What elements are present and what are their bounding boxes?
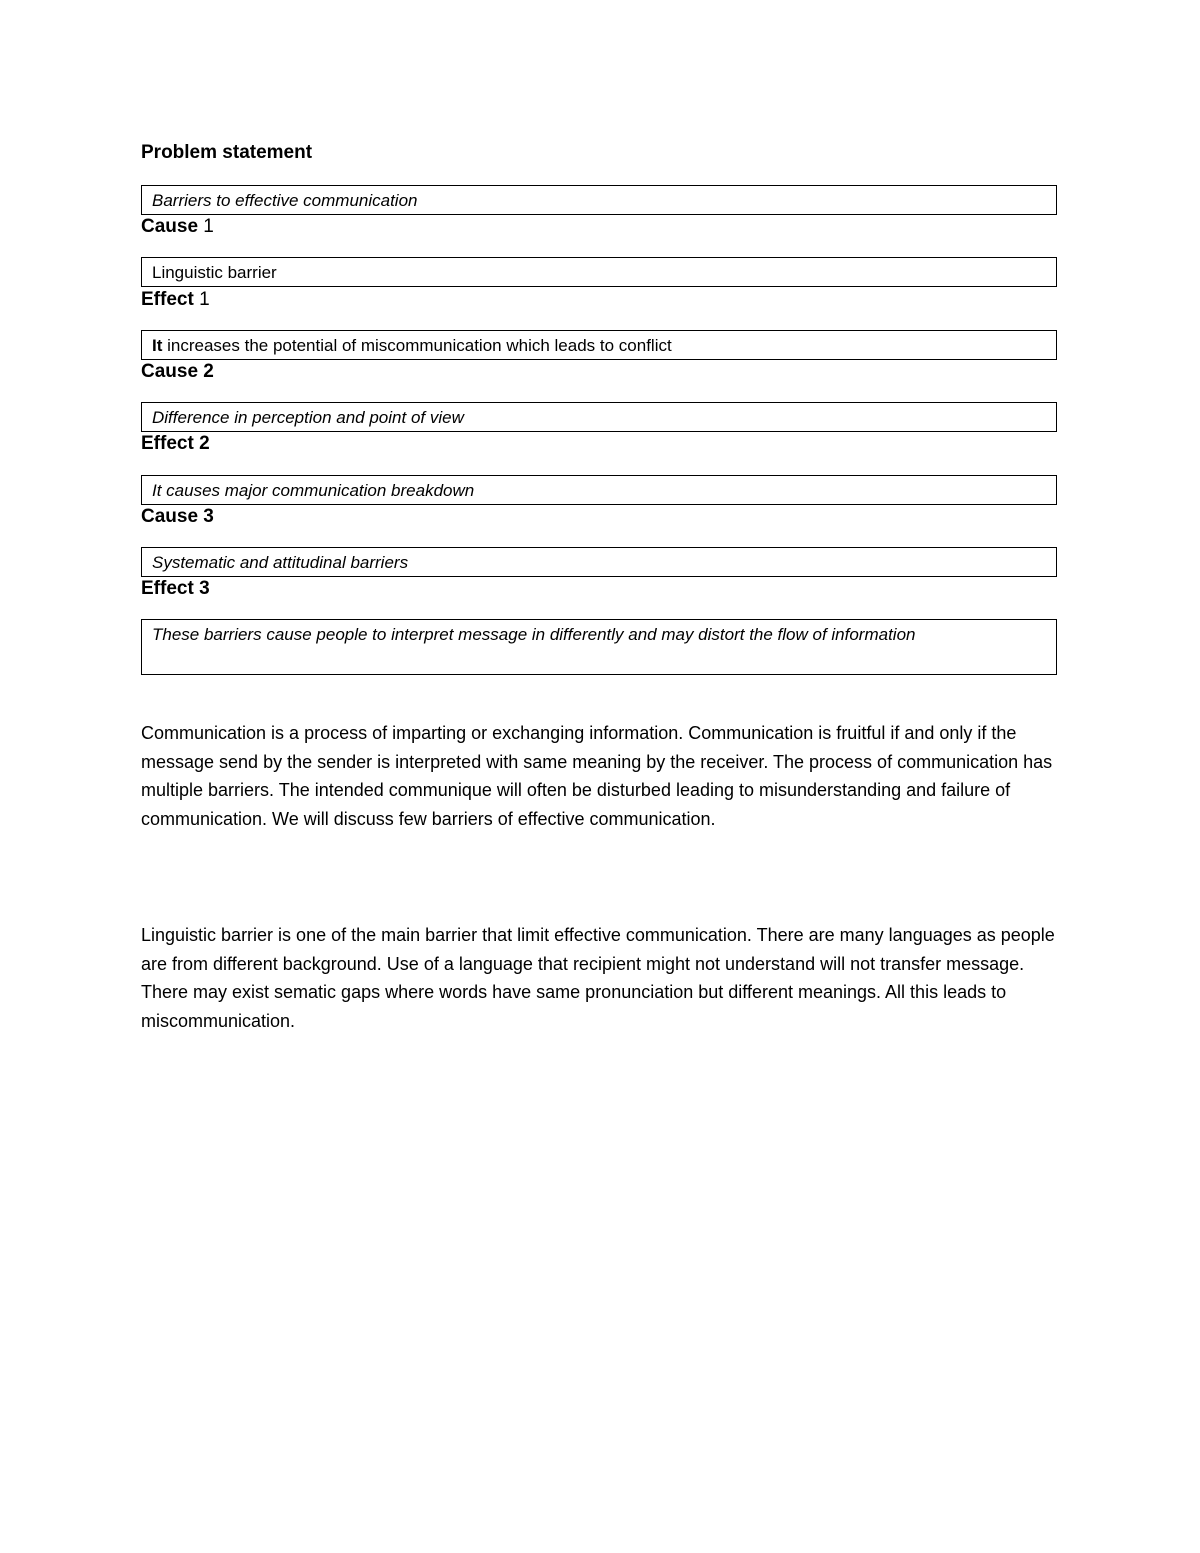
cause-1-number: 1: [198, 216, 214, 237]
cause-1-text: Linguistic barrier: [152, 263, 277, 282]
cause-1-label: [141, 215, 214, 239]
effect-3-text: These barriers cause people to interpret message in differently and may distort the flow of information: [152, 625, 916, 644]
cause-3-label: Cause 3: [141, 506, 214, 527]
cause-3-text: Systematic and attitudinal barriers: [152, 553, 409, 572]
effect-2-text: It causes major communication breakdown: [152, 481, 475, 500]
effect-1-text: increases the potential of miscommunication which leads to conflict: [162, 336, 672, 355]
cause-2-text: Difference in perception and point of view: [152, 408, 464, 427]
effect-3-label: Effect 3: [141, 578, 210, 599]
effect-1-heading: Effect: [141, 289, 194, 310]
effect-1-box: [141, 330, 1057, 360]
cause-2-label: Cause 2: [141, 361, 214, 382]
effect-2-box: [141, 475, 1057, 505]
effect-1-label: [141, 288, 210, 312]
effect-1-lead: It: [152, 336, 163, 355]
cause-1-heading: Cause: [141, 216, 199, 237]
effect-3-box: [141, 619, 1057, 675]
cause-3-box: [141, 547, 1057, 577]
problem-box: [141, 185, 1057, 215]
page-title: Problem statement: [141, 142, 313, 163]
effect-2-label: Effect 2: [141, 433, 210, 454]
effect-1-number: 1: [193, 289, 210, 310]
cause-1-box: [141, 257, 1057, 287]
body-paragraph-1: Communication is a process of imparting or exchanging information. Communication is fruitful if and only if the message send by the sender is interpreted with same meaning by the receiver. The process of communication has multiple barriers. The intended communique will often be disturbed leading to misunderstanding and failure of communication. We will discuss few barriers of effective communication.: [141, 723, 1053, 829]
body-paragraph-2: Linguistic barrier is one of the main barrier that limit effective communication. There are many languages as people are from different background. Use of a language that recipient might not understand will not transfer message. There may exist sematic gaps where words have same pronunciation but different meanings. All this leads to miscommunication.: [141, 925, 1055, 1031]
problem-text: Barriers to effective communication: [152, 191, 418, 210]
cause-2-box: [141, 402, 1057, 432]
